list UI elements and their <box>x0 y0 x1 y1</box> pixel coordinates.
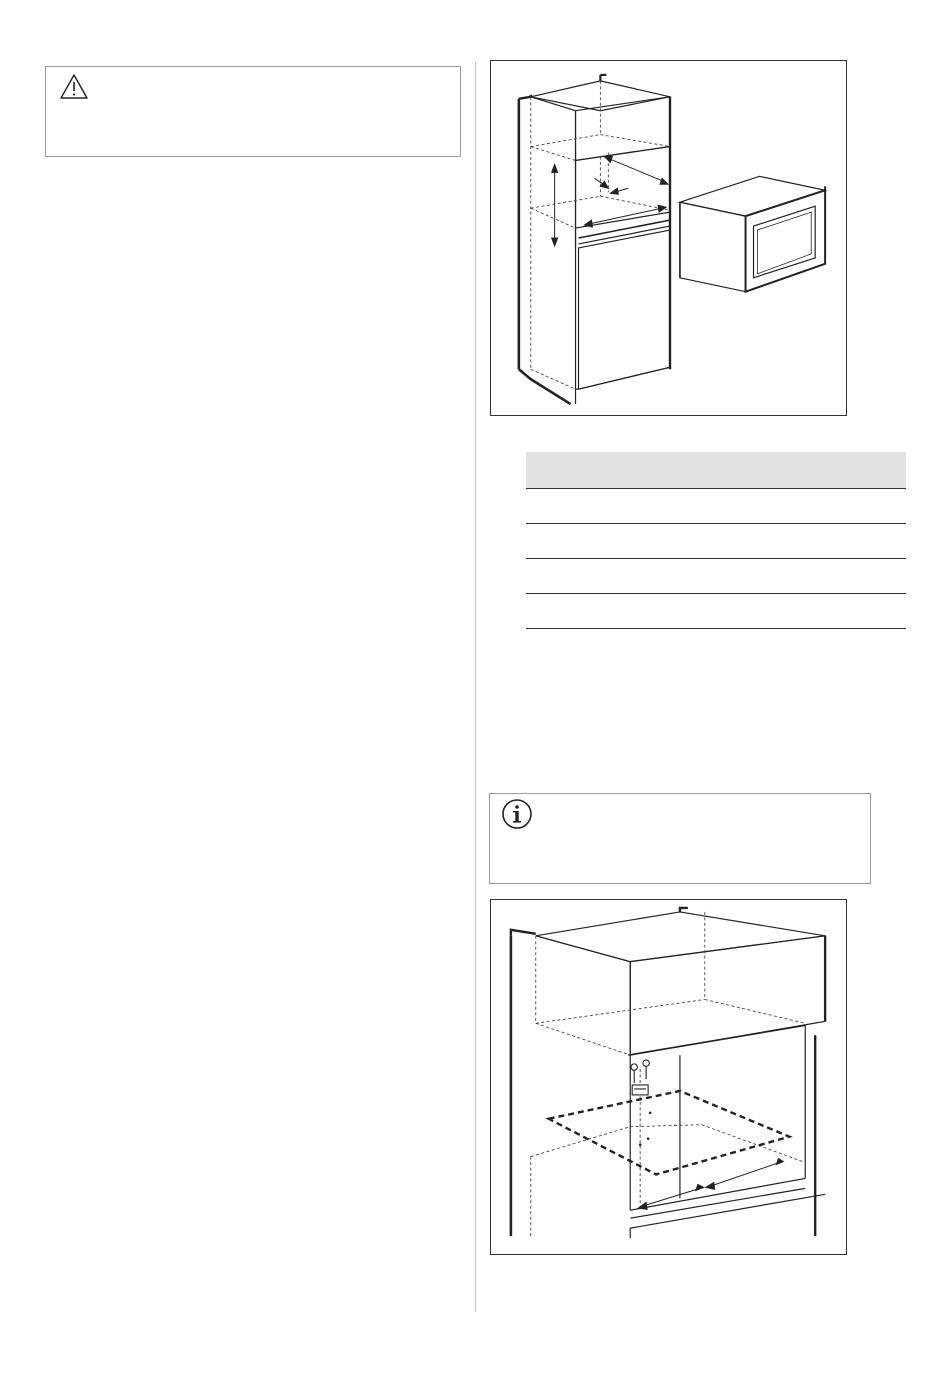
cabinet-oven-drawing <box>491 61 846 415</box>
dimension-table <box>526 452 906 629</box>
table-row <box>526 559 906 594</box>
figure-cabinet-oven <box>490 60 847 416</box>
column-divider <box>475 62 476 1312</box>
table-row <box>526 524 906 559</box>
cabinet-mounting-drawing <box>491 900 846 1254</box>
info-box <box>489 793 871 884</box>
table-header <box>526 452 906 489</box>
info-circle-icon <box>500 797 534 831</box>
warning-box <box>45 66 461 157</box>
warning-triangle-icon <box>59 73 89 101</box>
figure-cabinet-mounting <box>490 899 847 1255</box>
table-row <box>526 594 906 629</box>
table-row <box>526 489 906 524</box>
